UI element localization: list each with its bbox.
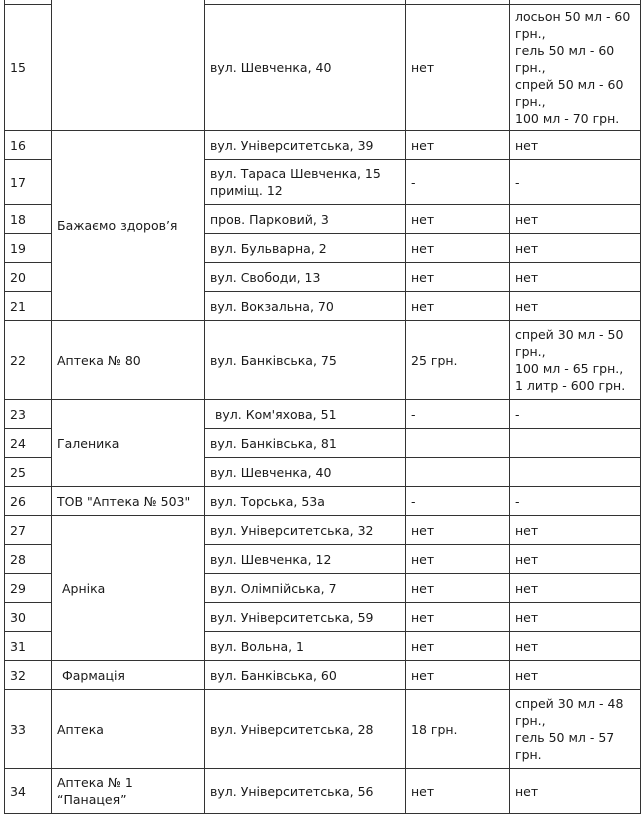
row-number: 18 (5, 205, 52, 234)
price-cell: нет (406, 263, 510, 292)
price-detail-cell: - (510, 160, 641, 205)
address-cell: вул. Шевченка, 12 (205, 545, 406, 574)
price-cell (406, 429, 510, 458)
price-detail-cell: - (510, 400, 641, 429)
address-cell: вул. Банківська, 60 (205, 661, 406, 690)
row-number: 33 (5, 690, 52, 769)
address-cell: вул. Олімпійська, 7 (205, 574, 406, 603)
address-cell: вул. Шевченка, 40 (205, 5, 406, 131)
price-detail-cell (510, 429, 641, 458)
price-cell: - (406, 160, 510, 205)
address-cell: вул. Шевченка, 40 (205, 458, 406, 487)
address-cell: вул. Університетська, 56 (205, 769, 406, 814)
table-row (5, 487, 641, 516)
table-row (5, 516, 641, 545)
price-cell (406, 458, 510, 487)
price-detail-cell: спрей 30 мл - 48 грн., гель 50 мл - 57 грн. (510, 690, 641, 769)
table-row (5, 690, 641, 769)
row-number: 19 (5, 234, 52, 263)
price-cell: нет (406, 205, 510, 234)
price-cell: 25 грн. (406, 321, 510, 400)
address-cell: вул. Банківська, 75 (205, 321, 406, 400)
price-detail-cell: нет (510, 292, 641, 321)
price-cell: нет (406, 545, 510, 574)
pharmacy-name: Арніка (52, 516, 205, 661)
pharmacy-name: Аптека № 80 (52, 321, 205, 400)
price-cell: 18 грн. (406, 690, 510, 769)
price-detail-cell: - (510, 487, 641, 516)
row-number: 26 (5, 487, 52, 516)
pharmacy-name: Аптека (52, 690, 205, 769)
row-number: 16 (5, 131, 52, 160)
row-number: 15 (5, 5, 52, 131)
table-row (5, 400, 641, 429)
row-number: 30 (5, 603, 52, 632)
price-cell: нет (406, 769, 510, 814)
row-number: 29 (5, 574, 52, 603)
price-detail-cell: лосьон 50 мл - 60 грн., гель 50 мл - 60 грн., спрей 50 мл - 60 грн., 100 мл - 70 грн. (510, 5, 641, 131)
row-number: 32 (5, 661, 52, 690)
address-cell: вул. Вокзальна, 70 (205, 292, 406, 321)
price-detail-cell: нет (510, 516, 641, 545)
row-number: 27 (5, 516, 52, 545)
price-detail-cell: спрей 30 мл - 50 грн., 100 мл - 65 грн., 1 литр - 600 грн. (510, 321, 641, 400)
row-number: 20 (5, 263, 52, 292)
pharmacy-name: Бажаємо здоров’я (52, 131, 205, 321)
row-number: 25 (5, 458, 52, 487)
price-detail-cell: нет (510, 131, 641, 160)
price-detail-cell: нет (510, 574, 641, 603)
address-cell: вул. Тараса Шевченка, 15 приміщ. 12 (205, 160, 406, 205)
price-cell: нет (406, 603, 510, 632)
price-detail-cell: нет (510, 545, 641, 574)
address-cell: вул. Університетська, 39 (205, 131, 406, 160)
price-detail-cell: нет (510, 661, 641, 690)
table-row (5, 321, 641, 400)
pharmacy-table (4, 0, 641, 814)
price-cell: нет (406, 661, 510, 690)
address-cell: вул. Університетська, 28 (205, 690, 406, 769)
address-cell: вул. Банківська, 81 (205, 429, 406, 458)
row-number: 34 (5, 769, 52, 814)
price-detail-cell: нет (510, 205, 641, 234)
pharmacy-name: ТОВ "Аптека № 503" (52, 487, 205, 516)
pharmacy-name: Галеника (52, 400, 205, 487)
row-number: 17 (5, 160, 52, 205)
row-number: 31 (5, 632, 52, 661)
table-row (5, 131, 641, 160)
row-number: 21 (5, 292, 52, 321)
row-number: 28 (5, 545, 52, 574)
price-cell: нет (406, 5, 510, 131)
price-detail-cell: нет (510, 603, 641, 632)
row-number: 24 (5, 429, 52, 458)
address-cell: вул. Університетська, 32 (205, 516, 406, 545)
table-row (5, 661, 641, 690)
address-cell: вул. Ком'яхова, 51 (205, 400, 406, 429)
price-cell: нет (406, 234, 510, 263)
row-number: 22 (5, 321, 52, 400)
price-cell: нет (406, 574, 510, 603)
price-cell: нет (406, 632, 510, 661)
pharmacy-name: Аптека № 1 “Панацея” (52, 769, 205, 814)
address-cell: вул. Торська, 53а (205, 487, 406, 516)
row-number: 23 (5, 400, 52, 429)
price-cell: - (406, 487, 510, 516)
price-cell: - (406, 400, 510, 429)
address-cell: вул. Бульварна, 2 (205, 234, 406, 263)
address-cell: вул. Свободи, 13 (205, 263, 406, 292)
address-cell: пров. Парковий, 3 (205, 205, 406, 234)
price-detail-cell: нет (510, 769, 641, 814)
price-detail-cell: нет (510, 263, 641, 292)
price-cell: нет (406, 516, 510, 545)
address-cell: вул. Вольна, 1 (205, 632, 406, 661)
address-cell: вул. Університетська, 59 (205, 603, 406, 632)
price-cell: нет (406, 131, 510, 160)
price-cell: нет (406, 292, 510, 321)
price-detail-cell: нет (510, 234, 641, 263)
table-row (5, 769, 641, 814)
pharmacy-name: Фармація (52, 661, 205, 690)
price-detail-cell (510, 458, 641, 487)
price-detail-cell: нет (510, 632, 641, 661)
